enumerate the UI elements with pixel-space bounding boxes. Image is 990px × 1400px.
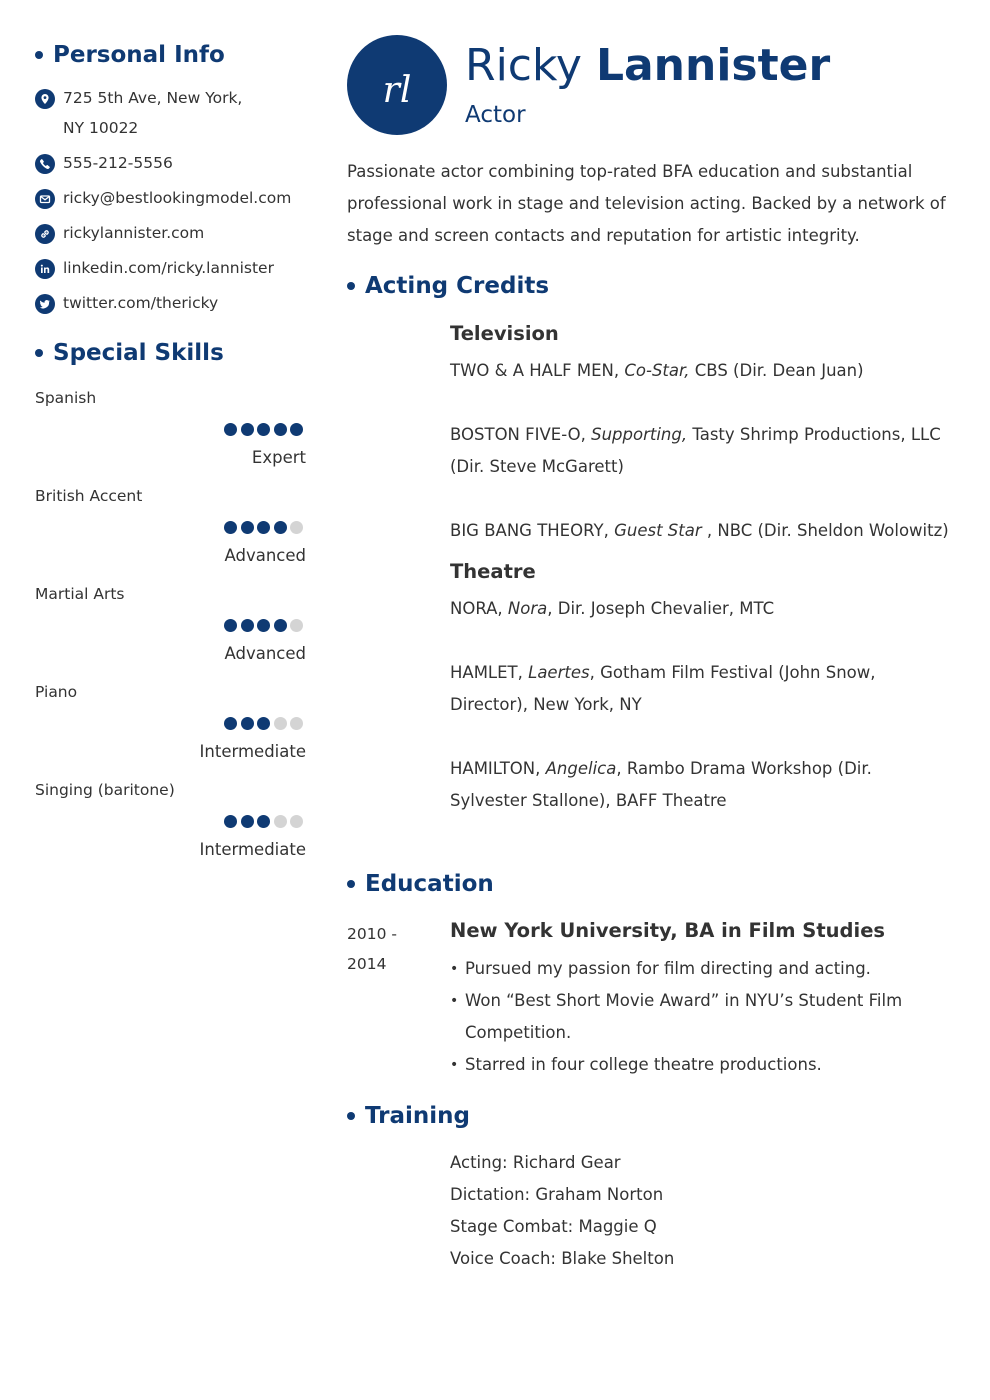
special-skills-heading bbox=[35, 340, 224, 366]
rating-dot-filled bbox=[224, 717, 237, 730]
skill-rating bbox=[224, 423, 307, 436]
credit-details: CBS (Dir. Dean Juan) bbox=[689, 361, 864, 380]
skill-rating bbox=[224, 815, 307, 828]
rating-dot-filled bbox=[241, 717, 254, 730]
credit-details: Tasty Shrimp Productions, LLC (Dir. Steve McGarett) bbox=[450, 425, 941, 476]
education-bullets bbox=[450, 953, 920, 1081]
rating-dot-empty bbox=[290, 717, 303, 730]
credit-role: Laertes bbox=[528, 663, 590, 682]
address-line2: NY 10022 bbox=[63, 119, 139, 137]
year-end: 2014 bbox=[347, 955, 387, 973]
credit-details: , Dir. Joseph Chevalier, MTC bbox=[547, 599, 775, 618]
list-item: • Pursued my passion for film directing and acting. bbox=[450, 953, 920, 985]
rating-dot-filled bbox=[241, 619, 254, 632]
credit-show: HAMLET, bbox=[450, 663, 529, 682]
rating-dot-filled bbox=[224, 423, 237, 436]
job-title: Actor bbox=[465, 102, 526, 128]
contact-twitter bbox=[35, 293, 218, 318]
location-pin-icon bbox=[35, 89, 55, 109]
rating-dot-filled bbox=[241, 521, 254, 534]
rating-dot-filled bbox=[241, 815, 254, 828]
skill-level: Advanced bbox=[224, 644, 306, 663]
rating-dot-empty bbox=[290, 619, 303, 632]
school-degree: New York University, BA in Film Studies bbox=[450, 919, 886, 942]
year-start: 2010 - bbox=[347, 925, 397, 943]
education-title: Education bbox=[365, 871, 494, 897]
first-name: Ricky bbox=[465, 40, 582, 91]
skill-name: British Accent bbox=[35, 487, 143, 505]
rating-dot-filled bbox=[290, 423, 303, 436]
contact-website bbox=[35, 223, 204, 248]
training-item: Dictation: Graham Norton bbox=[450, 1185, 664, 1204]
skill-level: Intermediate bbox=[199, 742, 306, 761]
credit-role: Angelica bbox=[545, 759, 617, 778]
rating-dot-filled bbox=[257, 717, 270, 730]
rating-dot-filled bbox=[274, 619, 287, 632]
avatar-initials: rl bbox=[382, 69, 412, 111]
rating-dot-empty bbox=[274, 815, 287, 828]
credit-show: BIG BANG THEORY, bbox=[450, 521, 615, 540]
bullet-icon bbox=[347, 880, 355, 888]
rating-dot-filled bbox=[257, 521, 270, 534]
credit-entry bbox=[450, 593, 950, 625]
special-skills-title: Special Skills bbox=[53, 340, 224, 366]
rating-dot-filled bbox=[224, 619, 237, 632]
rating-dot-filled bbox=[257, 423, 270, 436]
personal-info-title: Personal Info bbox=[53, 42, 225, 68]
skill-name: Martial Arts bbox=[35, 585, 125, 603]
credit-details: , NBC (Dir. Sheldon Wolowitz) bbox=[701, 521, 949, 540]
link-icon bbox=[35, 224, 55, 244]
credit-show: NORA, bbox=[450, 599, 508, 618]
training-list bbox=[450, 1147, 674, 1275]
bullet-icon bbox=[347, 1112, 355, 1120]
rating-dot-filled bbox=[224, 521, 237, 534]
email-icon bbox=[35, 189, 55, 209]
website-text[interactable]: rickylannister.com bbox=[63, 224, 205, 242]
twitter-text[interactable]: twitter.com/thericky bbox=[63, 294, 219, 312]
rating-dot-filled bbox=[274, 423, 287, 436]
contact-phone bbox=[35, 153, 173, 178]
credit-details: , Rambo Drama Workshop (Dir. Sylvester Stallone), BAFF Theatre bbox=[450, 759, 872, 810]
list-item: • Won “Best Short Movie Award” in NYU’s Student Film Competition. bbox=[450, 985, 920, 1049]
full-name bbox=[465, 40, 830, 91]
television-subheading: Television bbox=[450, 322, 559, 345]
rating-dot-filled bbox=[274, 521, 287, 534]
credit-role: Supporting, bbox=[591, 425, 688, 444]
linkedin-icon bbox=[35, 259, 55, 279]
rating-dot-filled bbox=[257, 815, 270, 828]
theatre-subheading: Theatre bbox=[450, 560, 536, 583]
training-title: Training bbox=[365, 1103, 471, 1129]
acting-credits-heading bbox=[347, 273, 549, 299]
credit-role: Co-Star, bbox=[624, 361, 690, 380]
contact-linkedin bbox=[35, 258, 274, 283]
credit-show: BOSTON FIVE-O, bbox=[450, 425, 592, 444]
skill-rating bbox=[224, 619, 307, 632]
bullet-icon bbox=[35, 51, 43, 59]
credit-show: TWO & A HALF MEN, bbox=[450, 361, 625, 380]
address-line1: 725 5th Ave, New York, bbox=[63, 89, 243, 107]
bullet-icon bbox=[35, 349, 43, 357]
credit-role: Nora bbox=[507, 599, 548, 618]
skill-level: Intermediate bbox=[199, 840, 306, 859]
skill-name: Singing (baritone) bbox=[35, 781, 175, 799]
rating-dot-filled bbox=[257, 619, 270, 632]
contact-address bbox=[35, 88, 242, 143]
skill-name: Piano bbox=[35, 683, 78, 701]
credit-role: Guest Star bbox=[614, 521, 702, 540]
credit-entry bbox=[450, 657, 950, 721]
skill-level: Advanced bbox=[224, 546, 306, 565]
last-name: Lannister bbox=[595, 40, 831, 91]
credit-entry bbox=[450, 355, 950, 387]
rating-dot-empty bbox=[290, 521, 303, 534]
training-item: Voice Coach: Blake Shelton bbox=[450, 1249, 675, 1268]
credit-entry bbox=[450, 515, 950, 547]
skill-rating bbox=[224, 717, 307, 730]
bullet-icon bbox=[347, 282, 355, 290]
education-heading bbox=[347, 871, 494, 897]
rating-dot-filled bbox=[241, 423, 254, 436]
rating-dot-empty bbox=[274, 717, 287, 730]
avatar bbox=[347, 35, 447, 135]
credit-entry bbox=[450, 419, 950, 483]
twitter-icon bbox=[35, 294, 55, 314]
training-item: Stage Combat: Maggie Q bbox=[450, 1217, 657, 1236]
training-heading bbox=[347, 1103, 470, 1129]
rating-dot-empty bbox=[290, 815, 303, 828]
list-item: • Starred in four college theatre productions. bbox=[450, 1049, 920, 1081]
credit-entry bbox=[450, 753, 950, 817]
skill-name: Spanish bbox=[35, 389, 97, 407]
phone-icon bbox=[35, 154, 55, 174]
phone-text: 555-212-5556 bbox=[63, 154, 173, 172]
personal-info-heading bbox=[35, 42, 225, 68]
email-text[interactable]: ricky@bestlookingmodel.com bbox=[63, 189, 292, 207]
education-years bbox=[347, 919, 407, 979]
training-item: Acting: Richard Gear bbox=[450, 1153, 621, 1172]
credit-details: , Gotham Film Festival (John Snow, Director), New York, NY bbox=[450, 663, 876, 714]
linkedin-text[interactable]: linkedin.com/ricky.lannister bbox=[63, 259, 274, 277]
skill-level: Expert bbox=[251, 448, 306, 467]
rating-dot-filled bbox=[224, 815, 237, 828]
profile-summary: Passionate actor combining top-rated BFA education and substantial professional work in stage and television acting. Backed by a network of stage and screen contacts and reputation for artistic integrity. bbox=[347, 162, 946, 245]
skill-rating bbox=[224, 521, 307, 534]
credit-show: HAMILTON, bbox=[450, 759, 546, 778]
acting-credits-title: Acting Credits bbox=[365, 273, 550, 299]
contact-email bbox=[35, 188, 291, 213]
